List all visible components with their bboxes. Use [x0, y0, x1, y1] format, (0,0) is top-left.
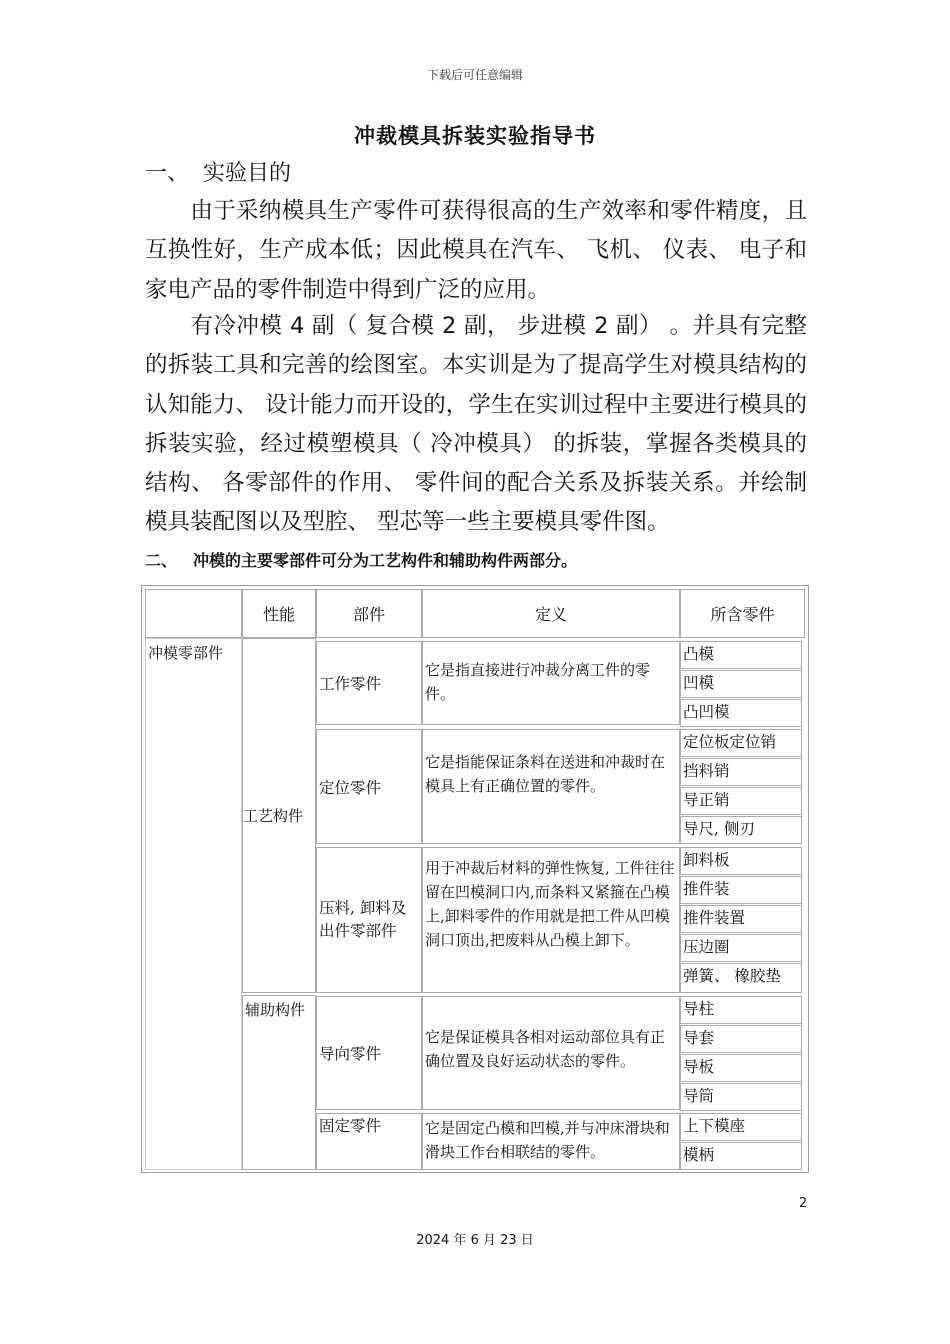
aux-component-cell: 辅助构件 [242, 995, 316, 1170]
footer-date: 2024 年 6 月 23 日 [416, 1233, 534, 1248]
part-item: 导正销 [680, 787, 802, 815]
paragraph-1 [145, 192, 807, 310]
part-item: 压边圈 [680, 934, 802, 962]
paragraph-2 [145, 307, 807, 543]
page-number: 2 [799, 1196, 808, 1211]
table-header-definition: 定义 [422, 589, 680, 638]
section-number: 一、 [145, 161, 190, 186]
component-guide: 导向零件 [316, 996, 422, 1110]
component-unloading: 压料, 卸料及出件零部件 [316, 847, 422, 993]
part-item: 推件装置 [680, 905, 802, 933]
table-header-blank [145, 589, 242, 638]
table-header-component: 部件 [316, 589, 422, 638]
part-item: 导尺, 侧刃 [680, 816, 802, 844]
part-item: 弹簧、 橡胶垫 [680, 963, 802, 993]
part-item: 推件装 [680, 876, 802, 904]
part-item: 导柱 [680, 996, 802, 1024]
part-item: 导板 [680, 1054, 802, 1082]
part-item: 卸料板 [680, 847, 802, 875]
part-item: 凸凹模 [680, 699, 802, 727]
table-header-performance: 性能 [242, 589, 316, 638]
part-item: 导套 [680, 1025, 802, 1053]
part-item: 定位板定位销 [680, 729, 802, 757]
document-title: 冲裁模具拆装实验指导书 [354, 124, 596, 148]
paragraph-1-text: 由于采纳模具生产零件可获得很高的生产效率和零件精度，且互换性好，生产成本低；因此模具在汽车、 飞机、 仪表、 电子和家电产品的零件制造中得到广泛的应用。 [145, 198, 807, 303]
group-cell: 冲模零部件 [145, 638, 242, 1170]
table-header-parts: 所含零件 [680, 589, 805, 638]
part-item: 挡料销 [680, 758, 802, 786]
definition-fixing: 它是固定凸模和凹模,并与冲床滑块和滑块工作台相联结的零件。 [422, 1113, 680, 1170]
component-fixing: 固定零件 [316, 1113, 422, 1170]
component-positioning: 定位零件 [316, 729, 422, 844]
part-item: 凸模 [680, 641, 802, 669]
section-heading-1 [145, 156, 291, 187]
definition-working: 它是指直接进行冲裁分离工件的零件。 [422, 641, 680, 725]
definition-positioning: 它是指能保证条料在送进和冲裁时在模具上有正确位置的零件。 [422, 729, 680, 844]
component-working: 工作零件 [316, 641, 422, 725]
section-number: 二、 [145, 551, 178, 570]
craft-component-cell [242, 638, 316, 993]
part-item: 凹模 [680, 670, 802, 698]
definition-unloading: 用于冲裁后材料的弹性恢复, 工件往往留在凹模洞口内,而条料又紧箍在凸模上,卸料零件的作用就是把工件从凹模洞口顶出,把废料从凸模上卸下。 [422, 847, 680, 993]
section-title: 实验目的 [203, 161, 292, 186]
definition-guide: 它是保证模具各相对运动部位具有正确位置及良好运动状态的零件。 [422, 996, 680, 1110]
part-item: 模柄 [680, 1142, 802, 1170]
craft-component-label: 工艺构件 [243, 807, 304, 825]
part-item: 导筒 [680, 1083, 802, 1111]
section-title: 冲模的主要零部件可分为工艺构件和辅助构件两部分。 [193, 551, 578, 570]
header-note: 下载后可任意编辑 [426, 68, 523, 82]
part-item: 上下模座 [680, 1113, 802, 1141]
components-table [141, 585, 809, 1173]
section-heading-2 [145, 548, 577, 571]
paragraph-2-text: 有冷冲模 4 副（ 复合模 2 副， 步进模 2 副） 。并具有完整的拆装工具和完善的绘图室。本实训是为了提高学生对模具结构的认知能力、 设计能力而开设的，学生在实训过程中主要进行模具的拆装实验，经过模塑模具（ 冷冲模具） 的拆装，掌握各类模具的结构、 各零部件的作用、 零件间的配合关系及拆装关系。并绘制模具装配图以及型腔、 型芯等一些主要模具零件图。 [145, 313, 807, 536]
